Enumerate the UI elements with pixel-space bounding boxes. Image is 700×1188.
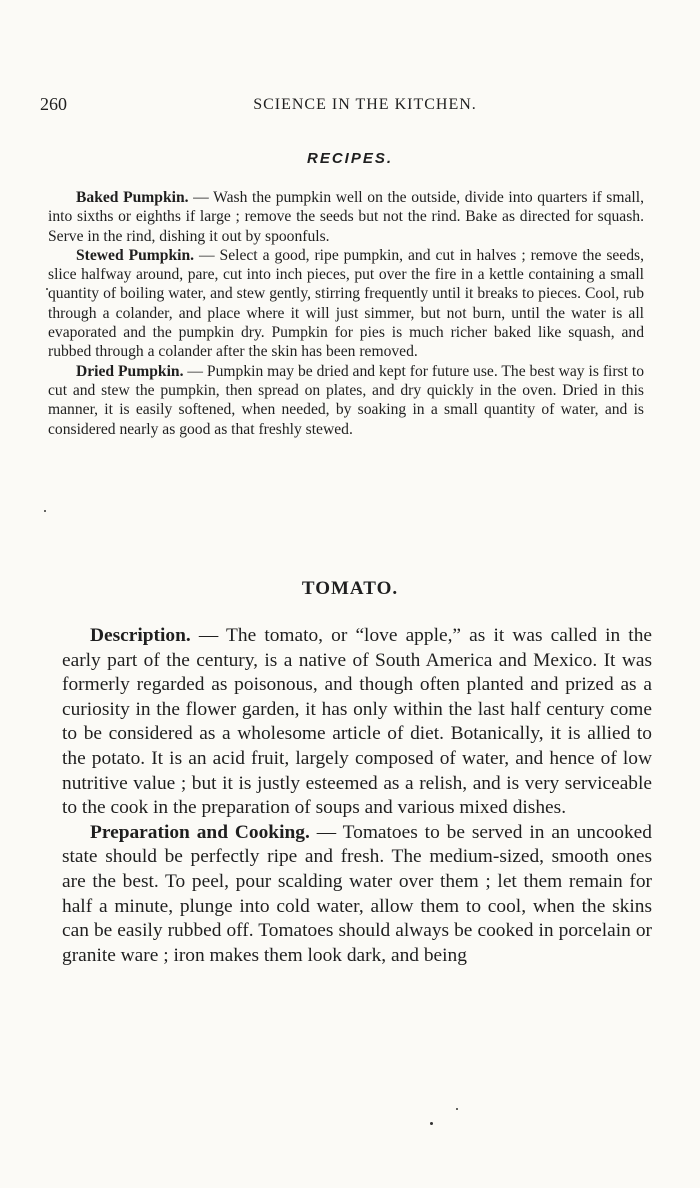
recipe-text: — Select a good, ripe pumpkin, and cut in halves ; remove the seeds, slice halfway around, pare, cut into inch pieces, put over the fire in a kettle containing a small quantity of boiling water, and stew gently, stirring frequently until it breaks to pieces. Cool, rub through a colander, and place where it will just simmer, but not burn, until the water is all evaporated and the pumpkin dry. Pumpkin for pies is much richer baked like squash, and rubbed through a colander after the skin has been removed.: [48, 246, 644, 361]
tomato-paragraph: [62, 821, 652, 969]
recipe-paragraph: [48, 362, 644, 439]
ink-speck: [456, 1108, 458, 1110]
page-header: [40, 94, 660, 118]
recipe-paragraph: [48, 246, 644, 362]
page-number: 260: [40, 94, 67, 114]
recipe-title: Dried Pumpkin.: [76, 362, 184, 380]
recipe-text: — Pumpkin may be dried and kept for future use. The best way is first to cut and stew the pumpkin, then spread on plates, and dry quickly in the oven. Dried in this manner, it is easily softened, when needed, by soaking in a small quantity of water, and is considered nearly as good as that freshly stewed.: [48, 362, 644, 438]
recipes-heading: RECIPES.: [306, 150, 394, 167]
recipe-title: Stewed Pumpkin.: [76, 246, 195, 264]
recipe-title: Baked Pumpkin.: [76, 189, 189, 206]
recipe-paragraph: [48, 188, 644, 246]
ink-speck: [44, 510, 46, 512]
section-title: Description.: [90, 625, 191, 646]
section-title: Preparation and Cooking.: [90, 821, 310, 843]
tomato-section: [62, 624, 652, 968]
section-text: — The tomato, or “love apple,” as it was called in the early part of the century, is a native of South America and Mexico. It was formerly regarded as poisonous, and though often planted and prized as a curiosity in the flower garden, it has only within the last half century come to be considered as a wholesome article of diet. Botanically, it is allied to the potato. It is an acid fruit, largely composed of water, and hence of low nutritive value ; but it is justly esteemed as a relish, and is very serviceable to the cook in the preparation of soups and various mixed dishes.: [62, 625, 652, 819]
recipes-section: [48, 188, 644, 439]
tomato-heading: TOMATO.: [301, 578, 399, 599]
ink-speck: [46, 288, 48, 290]
running-title: SCIENCE IN THE KITCHEN.: [253, 96, 477, 113]
tomato-paragraph: [62, 624, 652, 821]
section-text: — Tomatoes to be served in an uncooked state should be perfectly ripe and fresh. The medium-sized, smooth ones are the best. To peel, pour scalding water over them ; let them remain for half a minute, plunge into cold water, allow them to cool, when the skins can be easily rubbed off. Tomatoes should always be cooked in porcelain or granite ware ; iron makes them look dark, and being: [62, 821, 652, 966]
ink-speck: [430, 1122, 433, 1125]
recipe-text: — Wash the pumpkin well on the outside, divide into quarters if small, into sixths or eighths if large ; remove the seeds but not the rind. Bake as directed for squash. Serve in the rind, dishing it out by spoonfuls.: [48, 189, 644, 245]
